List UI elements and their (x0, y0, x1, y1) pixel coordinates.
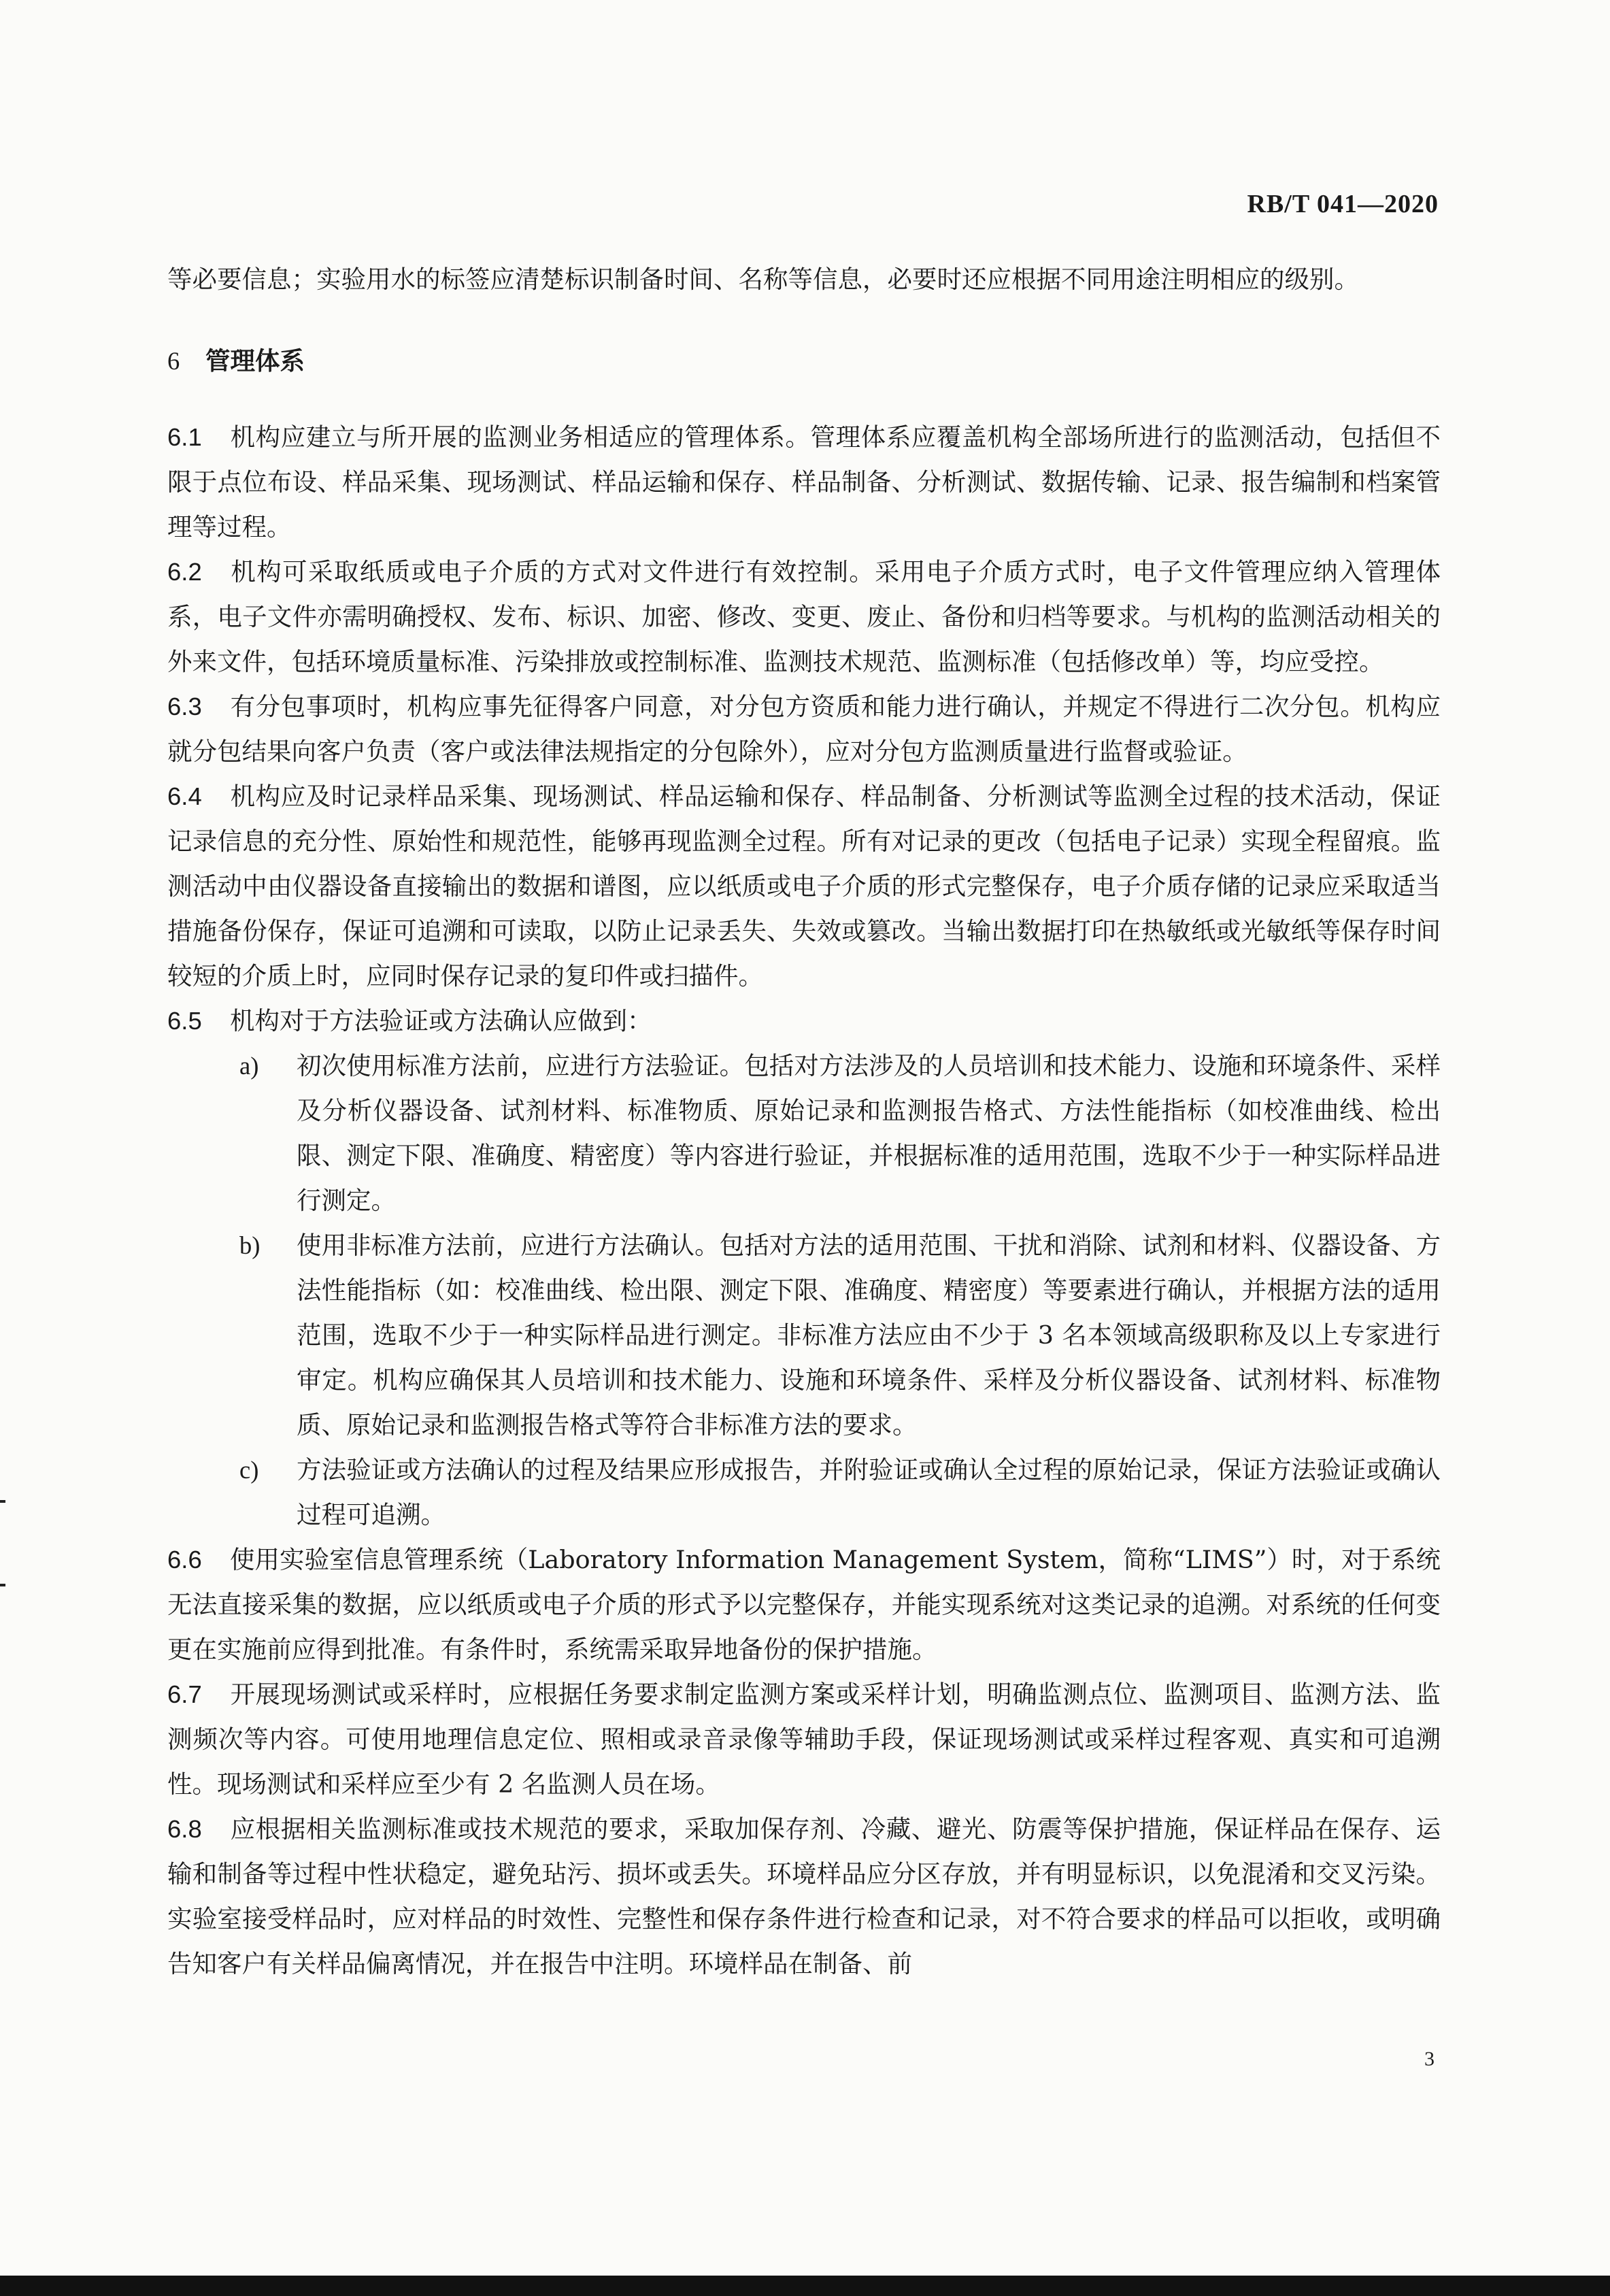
clause-text: 机构对于方法验证或方法确认应做到： (230, 1006, 652, 1035)
lead-paragraph: 等必要信息；实验用水的标签应清楚标识制备时间、名称等信息，必要时还应根据不同用途注明相应的级别。 (167, 265, 1359, 294)
clause-text: 使用实验室信息管理系统（Laboratory Information Management System，简称“LIMS”）时，对于系统无法直接采集的数据，应以纸质或电子介质的形式予以完整保存，并能实现系统对这类记录的追溯。对系统的任何变更在实施前应得到批准。有条件时，系统需采取异地备份的保护措施。 (167, 1545, 1441, 1664)
clause-number: 6.3 (167, 693, 202, 720)
list-item-text: 方法验证或方法确认的过程及结果应形成报告，并附验证或确认全过程的原始记录，保证方法验证或确认过程可追溯。 (297, 1455, 1441, 1529)
clause-text: 有分包事项时，机构应事先征得客户同意，对分包方资质和能力进行确认，并规定不得进行二次分包。机构应就分包结果向客户负责（客户或法律法规指定的分包除外），应对分包方监测质量进行监督或验证。 (167, 692, 1441, 766)
document-body (167, 257, 1441, 1986)
clause-text: 机构可采取纸质或电子介质的方式对文件进行有效控制。采用电子介质方式时，电子文件管理应纳入管理体系，电子文件亦需明确授权、发布、标识、加密、修改、变更、废止、备份和归档等要求。与机构的监测活动相关的外来文件，包括环境质量标准、污染排放或控制标准、监测技术规范、监测标准（包括修改单）等，均应受控。 (167, 557, 1441, 676)
clause-number: 6.5 (167, 1007, 202, 1035)
page-number: 3 (1424, 2048, 1435, 2070)
clause-6-7 (167, 1672, 1441, 1807)
clause-text: 应根据相关监测标准或技术规范的要求，采取加保存剂、冷藏、避光、防震等保护措施，保证样品在保存、运输和制备等过程中性状稳定，避免玷污、损坏或丢失。环境样品应分区存放，并有明显标识，以免混淆和交叉污染。实验室接受样品时，应对样品的时效性、完整性和保存条件进行检查和记录，对不符合要求的样品可以拒收，或明确告知客户有关样品偏离情况，并在报告中注明。环境样品在制备、前 (167, 1814, 1441, 1978)
scan-bottom-border (0, 2276, 1610, 2296)
clause-number: 6.6 (167, 1546, 202, 1574)
clause-number: 6.7 (167, 1680, 202, 1708)
section-number: 6 (167, 347, 180, 375)
list-item-text: 使用非标准方法前，应进行方法确认。包括对方法的适用范围、干扰和消除、试剂和材料、仪器设备、方法性能指标（如：校准曲线、检出限、测定下限、准确度、精密度）等要素进行确认，并根据方法的适用范围，选取不少于一种实际样品进行测定。非标准方法应由不少于 3 名本领域高级职称及以上专家进行审定。机构应确保其人员培训和技术能力、设施和环境条件、采样及分析仪器设备、试剂材料、标准物质、原始记录和监测报告格式等符合非标准方法的要求。 (297, 1231, 1441, 1440)
clause-number: 6.4 (167, 782, 202, 810)
clause-6-1 (167, 415, 1441, 550)
clause-text: 机构应建立与所开展的监测业务相适应的管理体系。管理体系应覆盖机构全部场所进行的监测活动，包括但不限于点位布设、样品采集、现场测试、样品运输和保存、样品制备、分析测试、数据传输、记录、报告编制和档案管理等过程。 (167, 422, 1441, 542)
section-title: 管理体系 (205, 346, 305, 376)
list-marker: a) (239, 1052, 259, 1080)
clause-number: 6.2 (167, 558, 202, 586)
list-item-text: 初次使用标准方法前，应进行方法验证。包括对方法涉及的人员培训和技术能力、设施和环境条件、采样及分析仪器设备、试剂材料、标准物质、原始记录和监测报告格式、方法性能指标（如校准曲线、检出限、测定下限、准确度、精密度）等内容进行验证，并根据标准的适用范围，选取不少于一种实际样品进行测定。 (297, 1051, 1441, 1215)
scan-edge-mark (0, 1500, 5, 1503)
list-marker: b) (239, 1231, 261, 1259)
list-item-a (167, 1044, 1441, 1223)
clause-6-8 (167, 1807, 1441, 1986)
clause-6-2 (167, 550, 1441, 684)
clause-6-3 (167, 684, 1441, 774)
clause-6-4 (167, 774, 1441, 999)
list-item-b (167, 1223, 1441, 1448)
clause-6-6 (167, 1537, 1441, 1672)
clause-text: 开展现场测试或采样时，应根据任务要求制定监测方案或采样计划，明确监测点位、监测项目、监测方法、监测频次等内容。可使用地理信息定位、照相或录音录像等辅助手段，保证现场测试或采样过程客观、真实和可追溯性。现场测试和采样应至少有 2 名监测人员在场。 (167, 1680, 1441, 1799)
list-item-c (167, 1448, 1441, 1537)
clause-number: 6.1 (167, 423, 202, 451)
standard-code-header: RB/T 041—2020 (1247, 190, 1439, 218)
section-heading (167, 339, 1441, 384)
list-marker: c) (239, 1456, 259, 1484)
clause-number: 6.8 (167, 1815, 202, 1843)
clause-text: 机构应及时记录样品采集、现场测试、样品运输和保存、样品制备、分析测试等监测全过程的技术活动，保证记录信息的充分性、原始性和规范性，能够再现监测全过程。所有对记录的更改（包括电子记录）实现全程留痕。监测活动中由仪器设备直接输出的数据和谱图，应以纸质或电子介质的形式完整保存，电子介质存储的记录应采取适当措施备份保存，保证可追溯和可读取，以防止记录丢失、失效或篡改。当输出数据打印在热敏纸或光敏纸等保存时间较短的介质上时，应同时保存记录的复印件或扫描件。 (167, 782, 1441, 991)
clause-6-5 (167, 999, 1441, 1044)
scan-edge-mark (0, 1584, 5, 1586)
